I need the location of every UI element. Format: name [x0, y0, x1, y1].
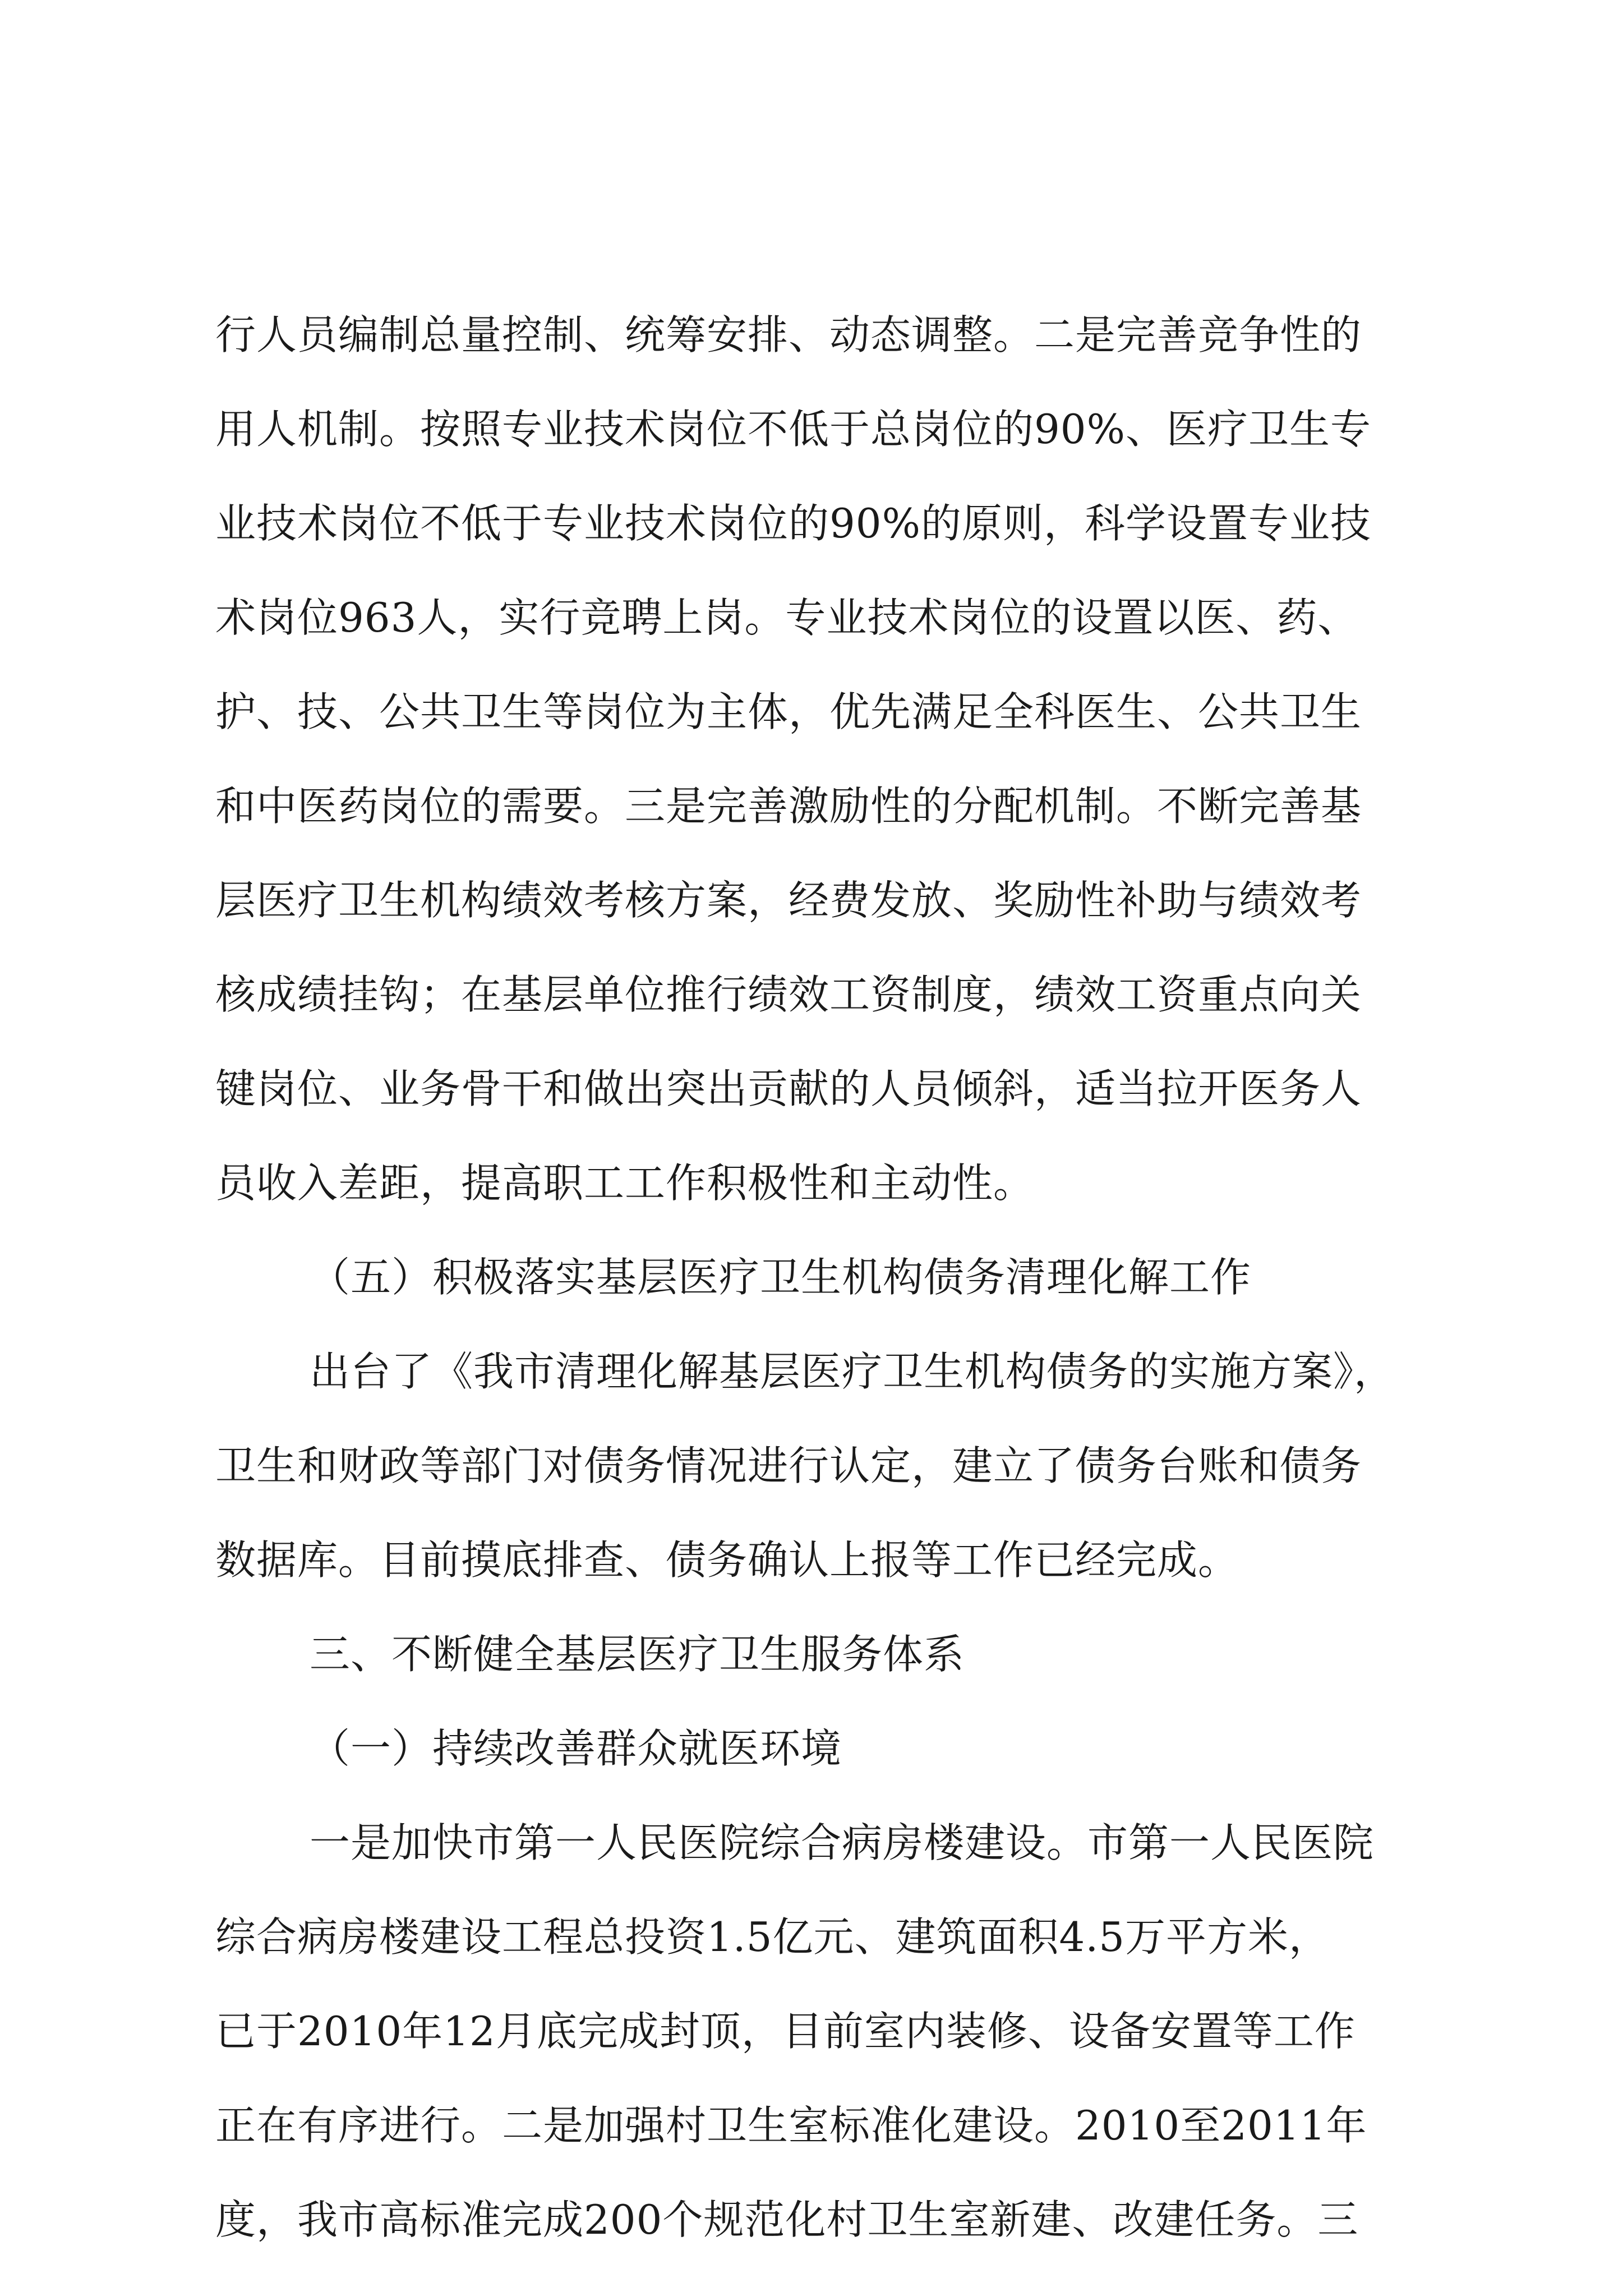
body-line: 业技术岗位不低于专业技术岗位的90%的原则，科学设置专业技: [215, 500, 1372, 547]
section-heading: （五）积极落实基层医疗卫生机构债务清理化解工作: [310, 1254, 1252, 1301]
body-line: 键岗位、业务骨干和做出突出贡献的人员倾斜，适当拉开医务人: [215, 1065, 1362, 1112]
body-line: 用人机制。按照专业技术岗位不低于总岗位的90%、医疗卫生专: [215, 406, 1372, 453]
body-line: 综合病房楼建设工程总投资1.5亿元、建筑面积4.5万平方米，: [215, 1913, 1330, 1961]
body-line: 员收入差距，提高职工工作积极性和主动性。: [215, 1159, 1035, 1207]
body-line: 和中医药岗位的需要。三是完善激励性的分配机制。不断完善基: [215, 783, 1362, 830]
body-line: 度，我市高标准完成200个规范化村卫生室新建、改建任务。三: [215, 2196, 1359, 2243]
body-line: 数据库。目前摸底排查、债务确认上报等工作已经完成。: [215, 1536, 1239, 1584]
body-line: 正在有序进行。二是加强村卫生室标准化建设。2010至2011年: [215, 2102, 1367, 2149]
body-line: 已于2010年12月底完成封顶，目前室内装修、设备安置等工作: [215, 2008, 1355, 2055]
body-line: 核成绩挂钩；在基层单位推行绩效工资制度，绩效工资重点向关: [215, 971, 1362, 1018]
body-line: 出台了《我市清理化解基层医疗卫生机构债务的实施方案》，: [310, 1348, 1395, 1395]
subsection-heading: （一）持续改善群众就医环境: [310, 1725, 842, 1772]
body-line: 护、技、公共卫生等岗位为主体，优先满足全科医生、公共卫生: [215, 688, 1362, 735]
section-heading: 三、不断健全基层医疗卫生服务体系: [310, 1631, 965, 1678]
body-line: 层医疗卫生机构绩效考核方案，经费发放、奖励性补助与绩效考: [215, 877, 1362, 924]
body-line: 行人员编制总量控制、统筹安排、动态调整。二是完善竞争性的: [215, 311, 1362, 358]
body-line: 卫生和财政等部门对债务情况进行认定，建立了债务台账和债务: [215, 1442, 1362, 1489]
body-line: 术岗位963人，实行竞聘上岗。专业技术岗位的设置以医、药、: [215, 594, 1359, 641]
body-line: 一是加快市第一人民医院综合病房楼建设。市第一人民医院: [310, 1819, 1375, 1866]
